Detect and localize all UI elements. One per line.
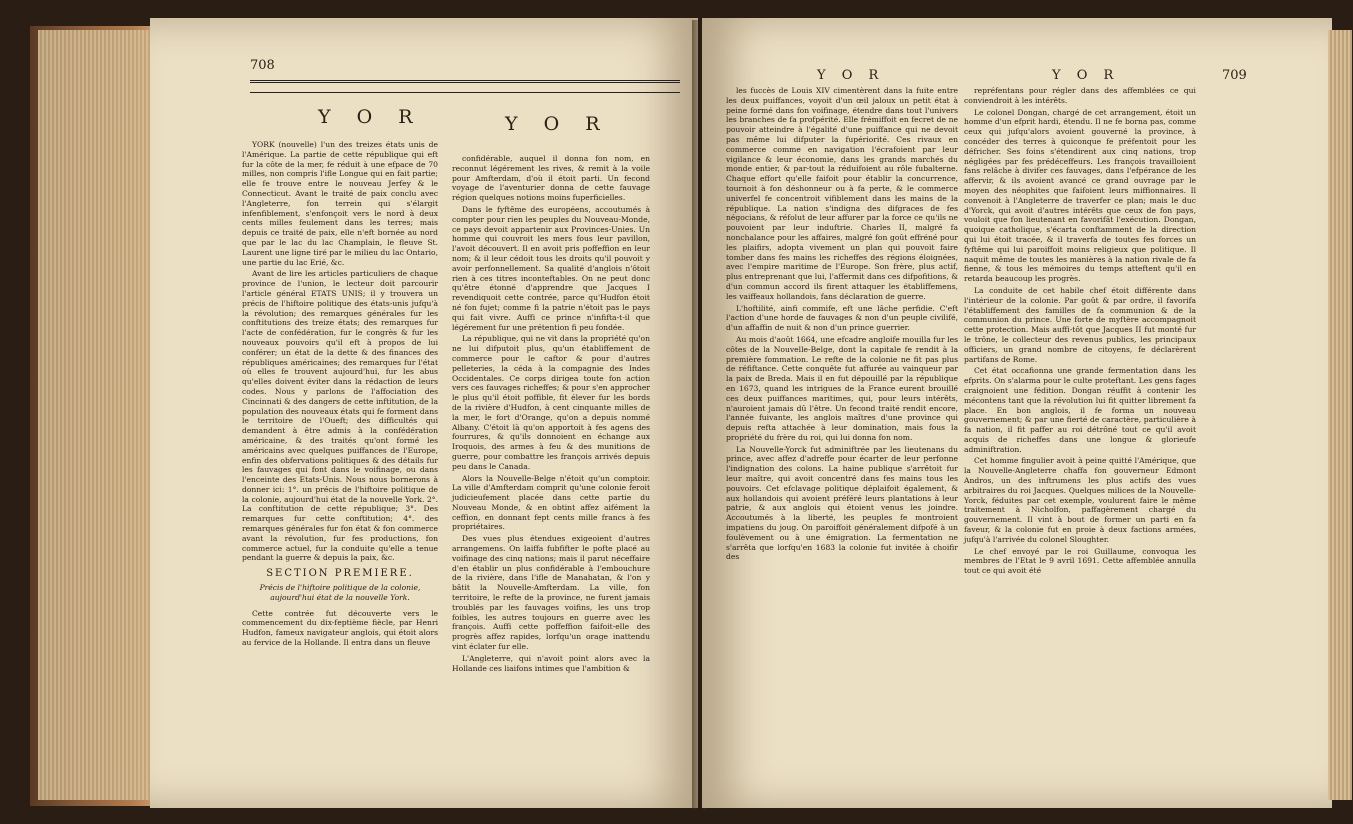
running-head-left: Y O R bbox=[817, 68, 885, 83]
section-title: SECTION PREMIERE. bbox=[266, 568, 414, 580]
heading-left-column: Y O R bbox=[318, 106, 423, 128]
paragraph: Avant de lire les articles particuliers de chaque province de l'union, le lecteur doit parcourir l'article général ETATS UNIS; il y trouvera un précis de l'hiftoire politique des états-unis jufqu'à la révolution; des remarques générales fur les conftitutions des treize états; des remarques fur l'acte de confédération, fur le congrès & fur les nouveaux pouvoirs qu'il eft à propos de lui conférer; un état de la dette & des finances des républiques américaines; des remarques fur l'état où elles fe trouvent aujourd'hui, fur les abus qu'elles doivent éviter dans la rédaction de leurs codes. Nous y parlons de l'affociation des Cincinnati & des dangers de cette inftitution, de la population des nouveaux états qui fe forment dans le territoire de l'Oueft; des difficultés qui demandent à être admis à la confédération américaine, & des traités qu'ont formé les américains avec quelques puiffances de l'Europe, enfin des obfervations politiques & des détails fur les fauvages qui font dans le voifinage, ou dans l'enceinte des Etats-Unis. Nous nous bornerons à donner ici: 1°. un précis de l'hiftoire politique de la colonie, aujourd'hui état de la nouvelle York. 2°. La conftitution de cette république; 3°. Des remarques fur cette conftitution; 4°. des remarques générales fur fon état & fon commerce avant la révolution, fur fes productions, fon commerce actuel, fur la conduite qu'elle a tenue pendant la guerre & depuis la paix, &c. bbox=[242, 269, 439, 563]
paragraph: confidérable, auquel il donna fon nom, en reconnut légérement les rives, & remit à la voile pour Amfterdam, d'où il étoit parti. Un fecond voyage de l'aventurier donna de cette fauvage région quelques notions moins fuperficielles. bbox=[452, 154, 650, 203]
heading-right-column: Y O R bbox=[505, 113, 610, 135]
paragraph: Cet état occafionna une grande fermentation dans les efprits. On s'alarma pour le culte proteftant. Les gens fages craignoient une fédition. Dongan réuffit à contenir les mécontens tant que la révolution lui fit quitter librement fa place. En bon anglois, il fe forma un nouveau gouvernement; & par une fierté de caractère, particulière à fa nation, il fit paffer au roi détrôné tout ce qu'il avoit acquis de richeffes dans une longue & glorieufe adminiftration. bbox=[964, 366, 1196, 454]
paragraph: repréfentans pour régler dans des affemblées ce qui conviendroit à les intérêts. bbox=[964, 86, 1196, 105]
paragraph: Dans le fyftême des européens, accoutumés à compter pour rien les peuples du Nouveau-Monde, ce pays devoit appartenir aux Provinces-Unies. Un homme qui couvroit les mers fous leur pavillon, l'avoit découvert. Il en avoit pris poffeffion en leur nom; & il leur cédoit tous les droits qu'il pouvoit y avoir perfonnellement. Sa qualité d'anglois n'ôtoit rien à ces titres inconteftables. On ne peut donc qu'être étonné d'apprendre que Jacques I revendiquoit cette contrée, parce qu'Hudfon étoit né fon fujet; comme fi la patrie n'étoit pas le pays qui fait vivre. Auffi ce prince n'infifta-t-il que légérement fur une prétention fi peu fondée. bbox=[452, 204, 650, 332]
page-number-right: 709 bbox=[1222, 68, 1247, 83]
paragraph: Alors la Nouvelle-Belge n'étoit qu'un comptoir. La ville d'Amfterdam comprit qu'une colonie feroit judicieufement placée dans cette partie du Nouveau Monde, & en obtint affez aifément la ceffion, en donnant fept cents mille francs à fes propriétaires. bbox=[452, 473, 650, 532]
page-edges-left bbox=[38, 30, 153, 800]
left-page bbox=[150, 18, 698, 808]
header-rule bbox=[250, 80, 680, 93]
right-page bbox=[702, 18, 1332, 808]
paragraph: Des vues plus étendues exigeoient d'autres arrangemens. On laiffa fubfifter le pofte placé au voifinage des cinq nations; mais il parut néceffaire d'en établir un plus confidérable à l'embouchure de la rivière, dans l'ifle de Manahatan, & l'on y bâtit la Nouvelle-Amfterdam. La ville, fon territoire, le refte de la province, ne furent jamais troublés par les fauvages voifins, les uns trop foibles, les autres toujours en guerre avec les françois. Auffi cette poffeffion faifoit-elle des progrès affez rapides, lorfqu'un orage inattendu vint éclater fur elle. bbox=[452, 534, 650, 652]
paragraph: Cet homme fingulier avoit à peine quitté l'Amérique, que la Nouvelle-Angleterre chaffa fon gouverneur Edmont Andros, un des inftrumens les plus actifs des vues arbitraires du roi Jacques. Quelques milices de la Nouvelle-Yorck, féduites par cet exemple, voulurent faire le même traitement à Nicholfon, paffagèrement chargé du gouvernement. Il vint à bout de former un parti en fa faveur, & la colonie fut en proie à deux factions armées, jufqu'à l'arrivée du colonel Sloughter. bbox=[964, 456, 1196, 544]
paragraph: YORK (nouvelle) l'un des treizes états unis de l'Amérique. La partie de cette république qui eft fur la côte de la mer, fe réduit à une efpace de 70 milles, non compris l'ifle Longue qui en fait partie; elle fe trouve entre le nouveau Jerfey & le Connecticut. Avant le traité de paix conclu avec l'Angleterre, fon terrein qui s'élargit infenfiblement, s'enfonçoit vers le nord à deux cents milles feulement dans les terres; mais depuis ce traité de paix, elle n'eft bornée au nord que par le lac du lac Champlain, le fleuve St. Laurent une ligne tiré par le milieu du lac Ontario, une partie du lac Erié, &c. bbox=[242, 140, 438, 267]
paragraph: La république, qui ne vit dans la propriété qu'on ne lui difputoit plus, qu'un établiffement de commerce pour le caftor & pour d'autres pelleteries, la céda à la compagnie des Indes Occidentales. Ce corps dirigea toute fon action vers ces fauvages richeffes; & pour s'en approcher le plus qu'il étoit poffible, fit élever fur les bords de la rivière d'Hudfon, à cent cinquante milles de la mer, le fort d'Orange, qu'on a depuis nommé Albany. C'étoit là qu'on apportoit à fes agens des fourrures, & qu'ils donnoient en échange aux Iroquois, des armes à feu & des munitions de guerre, pour combattre les françois arrivés depuis peu dans le Canada. bbox=[452, 334, 650, 471]
paragraph: Au mois d'août 1664, une efcadre angloife mouilla fur les côtes de la Nouvelle-Belge, dont la capitale fe rendit à la première fommation. Le refte de la colonie ne fit pas plus de réfiftance. Cette conquête fut affurée au vainqueur par la paix de Breda. Mais il en fut dépouillé par la république en 1673, quand les intrigues de la France eurent brouillé ces deux puiffances maritimes, qui, pour leurs intérêts, n'auroient jamais dû l'être. Un fecond traité rendit encore, l'année fuivante, les anglois maîtres d'une province qui depuis refta attachée à leur domination, mais fous la propriété du frère du roi, qui lui donna fon nom. bbox=[726, 334, 958, 442]
page-edges-right bbox=[1328, 30, 1352, 800]
paragraph: La conduite de cet habile chef étoit différente dans l'intérieur de la colonie. Par goût & par ordre, il favorifa l'établiffement des familles de fa communion & de la communion du prince. Une forte de myftère accompagnoit cette protection. Mais auffi-tôt que Jacques II fut monté fur le trône, le collecteur des revenus publics, les principaux officiers, un grand nombre de citoyens, fe déclarèrent partifans de Rome. bbox=[964, 285, 1196, 364]
left-page-column-1 bbox=[242, 140, 438, 650]
right-page-column-2 bbox=[964, 86, 1196, 578]
paragraph: Le chef envoyé par le roi Guillaume, convoqua les membres de l'Etat le 9 avril 1691. Cette affemblée annulla tout ce qui avoit été bbox=[964, 546, 1196, 576]
paragraph: L'hoftilité, ainfi commife, eft une lâche perfidie. C'eft l'action d'une horde de fauvages & non d'un peuple civilifé, d'un affaffin de nuit & non d'un prince guerrier. bbox=[726, 303, 958, 333]
paragraph: L'Angleterre, qui n'avoit point alors avec la Hollande ces liaifons intimes que l'ambition & bbox=[452, 653, 650, 673]
section-subtitle: Précis de l'hiftoire politique de la colonie, aujourd'hui état de la nouvelle York. bbox=[259, 583, 421, 602]
paragraph: Cette contrée fut découverte vers le commencement du dix-feptième fiècle, par Henri Hudfon, fameux navigateur anglois, qui étoit alors au fervice de la Hollande. Il entra dans un fleuve bbox=[242, 608, 438, 648]
left-page-column-2 bbox=[452, 154, 650, 675]
paragraph: La Nouvelle-Yorck fut adminiftrée par les lieutenans du prince, avec affez d'adreffe pour écarter de leur perfonne l'indignation des colons. La haine publique s'arrêtoit fur leur maître, qui avoit concentré dans fes mains tous les pouvoirs. Cet efclavage politique déplaifoit également, & aux hollandois qui avoient préféré leurs plantations à leur patrie, & aux anglois qui étoient venus les joindre. Accoutumés à la liberté, les peuples fe montroient impatiens du joug. On paroiffoit généralement difpofé à un foulèvement ou à une émigration. La fermentation ne s'arrêta que lorfqu'en 1683 la colonie fut invitée à choifir des bbox=[726, 444, 958, 562]
right-page-column-1 bbox=[726, 86, 958, 564]
page-number-left: 708 bbox=[250, 58, 275, 73]
paragraph: les fuccès de Louis XIV cimentèrent dans la fuite entre les deux puiffances, voyoit d'un œil jaloux un petit état à peine formé dans fon voifinage, étendre dans tout l'univers les branches de fa profpérité. Elle frémiffoit en fecret de ne pouvoir atteindre à l'égalité d'une puiffance qui ne devoit pas même lui difputer la fupériorité. Ces rivaux en commerce comme en navigation l'écrafoient par leur vigilance & leur économie, dans les grands marchés du monde entier, & par-tout la réduifoient au rôle fubalterne. Chaque effort qu'elle faifoit pour établir la concurrence, tournoit à fon déshonneur ou à fa perte, & le commerce univerfel fe concentroit vifiblement dans les mains de la république. La nation s'indigna des difgraces de fes négocians, & réfolut de leur affurer par la force ce qu'ils ne pouvoient par leur induftrie. Charles II, malgré fa nonchalance pour les affaires, malgré fon goût effréné pour les plaifirs, adopta vivement un plan qui pouvoit faire tomber dans fes mains les richeffes des régions éloignées, avec l'empire maritime de l'Europe. Son frère, plus actif, plus entreprenant que lui, l'affermit dans ces difpofitions, & d'un commun accord ils firent attaquer les établiffemens, les vaiffeaux hollandois, fans déclaration de guerre. bbox=[726, 86, 958, 301]
paragraph: Le colonel Dongan, chargé de cet arrangement, étoit un homme d'un efprit hardi, étendu. Il ne fe borna pas, comme ceux qui jufqu'alors avoient gouverné la province, à concéder des terres à quiconque fe préfentoit pour les défricher. Ses foins s'étendirent aux cinq nations, trop négligées par fes prédéceffeurs. Les françois travailloient fans relâche à divifer ces fauvages, dans l'efpérance de les affervir, & ils avoient avancé ce grand ouvrage par le moyen des néophites que faifoient leurs miffionnaires. Il convenoit à l'Angleterre de traverfer ce plan; mais le duc d'Yorck, qui avoit d'autres intérêts que ceux de fon pays, vouloit que fon lieutenant en favorifât l'exécution. Dongan, quoique catholique, s'écarta conftamment de la direction qui lui étoit tracée, & il traverfa de toutes fes forces un fyftême qui lui paroiffoit moins religieux que politique. Il naquit même de toutes les manières à la nation rivale de fa fienne, & tous les mémoires du temps atteftent qu'il en retarda beaucoup les progrès. bbox=[964, 107, 1196, 284]
running-head-right: Y O R bbox=[1052, 68, 1120, 83]
